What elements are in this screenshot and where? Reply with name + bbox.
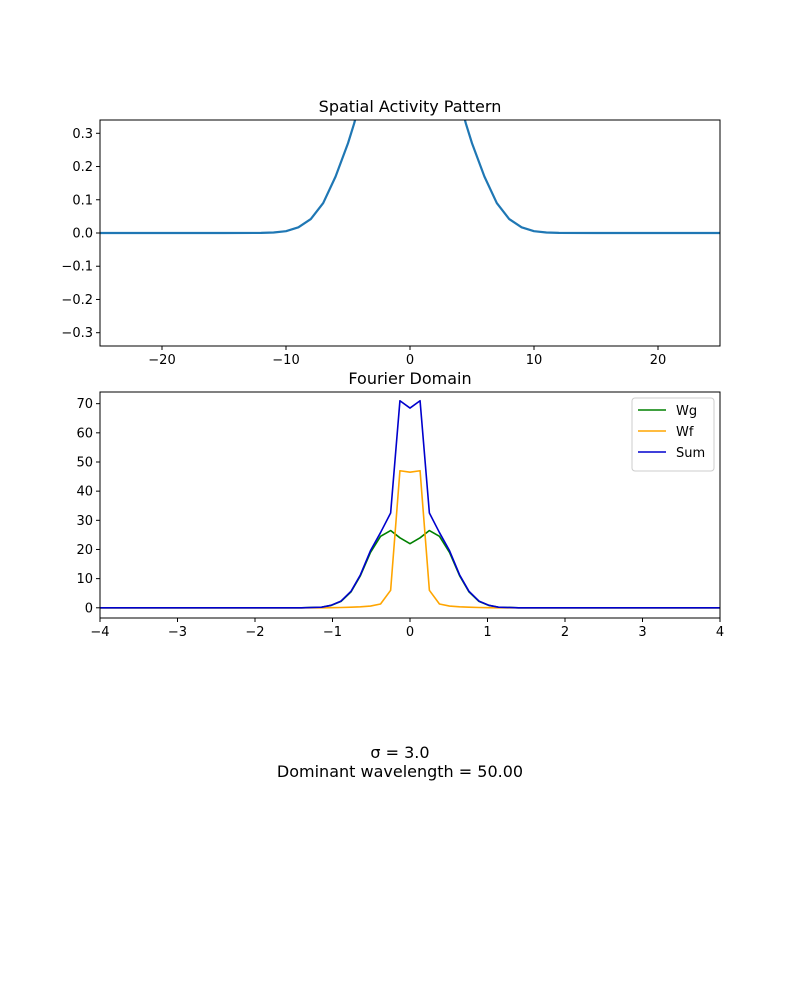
y-tick-label: −0.1 — [61, 259, 93, 275]
x-tick-label: 0 — [405, 625, 415, 640]
sigma-label: σ = 3.0 — [370, 743, 430, 762]
chart-title: Fourier Domain — [348, 369, 472, 388]
y-tick-label: 20 — [76, 542, 93, 558]
x-tick-label: −20 — [148, 353, 176, 368]
x-tick-label: 4 — [715, 625, 725, 640]
y-tick-label: 0.1 — [72, 193, 93, 209]
series-line-wg — [100, 531, 720, 608]
legend-label-wf: Wf — [676, 425, 694, 440]
y-tick-label: −0.2 — [61, 292, 93, 308]
series-line-0 — [100, 0, 720, 233]
fourier-chart — [76, 369, 724, 640]
legend-label-wg: Wg — [676, 404, 698, 419]
chart-title: Spatial Activity Pattern — [318, 97, 502, 116]
series-line-sum — [100, 401, 720, 608]
x-tick-label: 10 — [525, 353, 543, 368]
series-line-wf — [100, 471, 720, 608]
y-tick-label: 0.0 — [72, 226, 93, 242]
x-tick-label: −4 — [90, 625, 110, 640]
legend — [632, 398, 714, 471]
y-tick-label: 60 — [76, 426, 93, 442]
y-tick-label: 40 — [76, 484, 93, 500]
plot-area — [100, 0, 720, 233]
y-tick-label: −0.3 — [61, 326, 93, 342]
x-tick-label: −3 — [167, 625, 188, 640]
wavelength-label: Dominant wavelength = 50.00 — [276, 762, 524, 781]
y-tick-label: 50 — [76, 455, 93, 471]
x-tick-label: −2 — [245, 625, 265, 640]
legend-label-sum: Sum — [676, 446, 706, 461]
x-tick-label: 3 — [638, 625, 647, 640]
y-tick-label: 0 — [84, 601, 93, 617]
y-tick-label: 30 — [76, 513, 93, 529]
y-tick-label: 10 — [76, 572, 93, 588]
x-tick-label: 2 — [560, 625, 570, 640]
x-tick-label: 0 — [405, 353, 415, 368]
plot-area — [100, 401, 720, 608]
x-tick-label: 20 — [649, 353, 667, 368]
x-tick-label: 1 — [483, 625, 492, 640]
y-tick-label: 0.3 — [72, 126, 93, 142]
y-tick-label: 0.2 — [72, 160, 93, 176]
x-tick-label: −1 — [322, 625, 343, 640]
axes-frame — [100, 392, 720, 618]
spatial-chart — [61, 0, 720, 368]
x-tick-label: −10 — [272, 353, 300, 368]
y-tick-label: 70 — [76, 397, 93, 413]
